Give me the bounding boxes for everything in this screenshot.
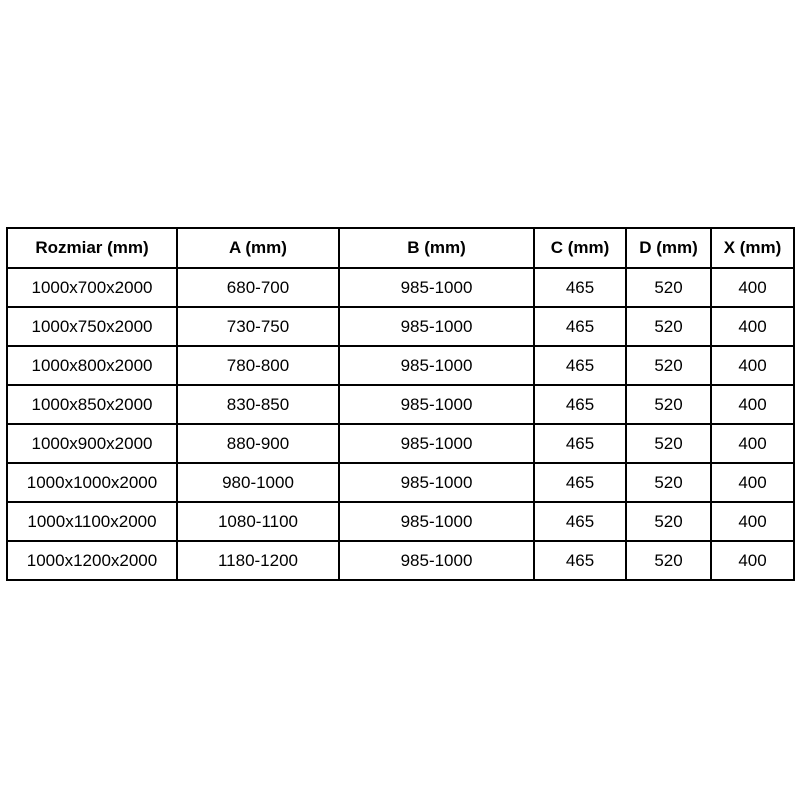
dimensions-table bbox=[6, 227, 795, 581]
table-cell: 985-1000 bbox=[339, 268, 534, 307]
column-header-a: A (mm) bbox=[177, 228, 339, 268]
table-cell: 465 bbox=[534, 424, 626, 463]
table-cell: 730-750 bbox=[177, 307, 339, 346]
table-cell: 1000x800x2000 bbox=[7, 346, 177, 385]
table-row bbox=[7, 541, 794, 580]
table-row bbox=[7, 502, 794, 541]
table-cell: 520 bbox=[626, 541, 711, 580]
column-header-b: B (mm) bbox=[339, 228, 534, 268]
table-cell: 1000x1200x2000 bbox=[7, 541, 177, 580]
table-cell: 780-800 bbox=[177, 346, 339, 385]
table-cell: 1000x900x2000 bbox=[7, 424, 177, 463]
table-cell: 520 bbox=[626, 346, 711, 385]
column-header-rozmiar: Rozmiar (mm) bbox=[7, 228, 177, 268]
table-cell: 1080-1100 bbox=[177, 502, 339, 541]
table-cell: 830-850 bbox=[177, 385, 339, 424]
table-cell: 1180-1200 bbox=[177, 541, 339, 580]
table-cell: 465 bbox=[534, 502, 626, 541]
table-cell: 465 bbox=[534, 385, 626, 424]
table-cell: 520 bbox=[626, 463, 711, 502]
column-header-d: D (mm) bbox=[626, 228, 711, 268]
table-cell: 400 bbox=[711, 463, 794, 502]
table-cell: 400 bbox=[711, 385, 794, 424]
table-cell: 520 bbox=[626, 424, 711, 463]
table-cell: 465 bbox=[534, 307, 626, 346]
table-cell: 400 bbox=[711, 268, 794, 307]
table-header-row-group bbox=[7, 228, 794, 268]
table-row bbox=[7, 346, 794, 385]
table-body bbox=[7, 268, 794, 580]
table-cell: 1000x750x2000 bbox=[7, 307, 177, 346]
table-cell: 465 bbox=[534, 463, 626, 502]
table-cell: 985-1000 bbox=[339, 385, 534, 424]
table-cell: 985-1000 bbox=[339, 307, 534, 346]
table-cell: 880-900 bbox=[177, 424, 339, 463]
table-cell: 465 bbox=[534, 541, 626, 580]
table-cell: 520 bbox=[626, 385, 711, 424]
table-cell: 1000x1000x2000 bbox=[7, 463, 177, 502]
column-header-x: X (mm) bbox=[711, 228, 794, 268]
table-cell: 400 bbox=[711, 307, 794, 346]
table-cell: 680-700 bbox=[177, 268, 339, 307]
table-row bbox=[7, 385, 794, 424]
table-cell: 465 bbox=[534, 268, 626, 307]
table-cell: 1000x850x2000 bbox=[7, 385, 177, 424]
table-cell: 400 bbox=[711, 424, 794, 463]
table-cell: 400 bbox=[711, 346, 794, 385]
column-header-c: C (mm) bbox=[534, 228, 626, 268]
table-cell: 520 bbox=[626, 268, 711, 307]
table-cell: 985-1000 bbox=[339, 463, 534, 502]
table-cell: 985-1000 bbox=[339, 541, 534, 580]
table-cell: 520 bbox=[626, 307, 711, 346]
table-cell: 400 bbox=[711, 541, 794, 580]
table-cell: 520 bbox=[626, 502, 711, 541]
table-row bbox=[7, 307, 794, 346]
table-cell: 985-1000 bbox=[339, 502, 534, 541]
table-row bbox=[7, 463, 794, 502]
table-cell: 980-1000 bbox=[177, 463, 339, 502]
table-cell: 1000x1100x2000 bbox=[7, 502, 177, 541]
table-cell: 985-1000 bbox=[339, 424, 534, 463]
table-cell: 985-1000 bbox=[339, 346, 534, 385]
table-header-row bbox=[7, 228, 794, 268]
table-cell: 1000x700x2000 bbox=[7, 268, 177, 307]
table-cell: 400 bbox=[711, 502, 794, 541]
table-row bbox=[7, 268, 794, 307]
table-row bbox=[7, 424, 794, 463]
table-cell: 465 bbox=[534, 346, 626, 385]
